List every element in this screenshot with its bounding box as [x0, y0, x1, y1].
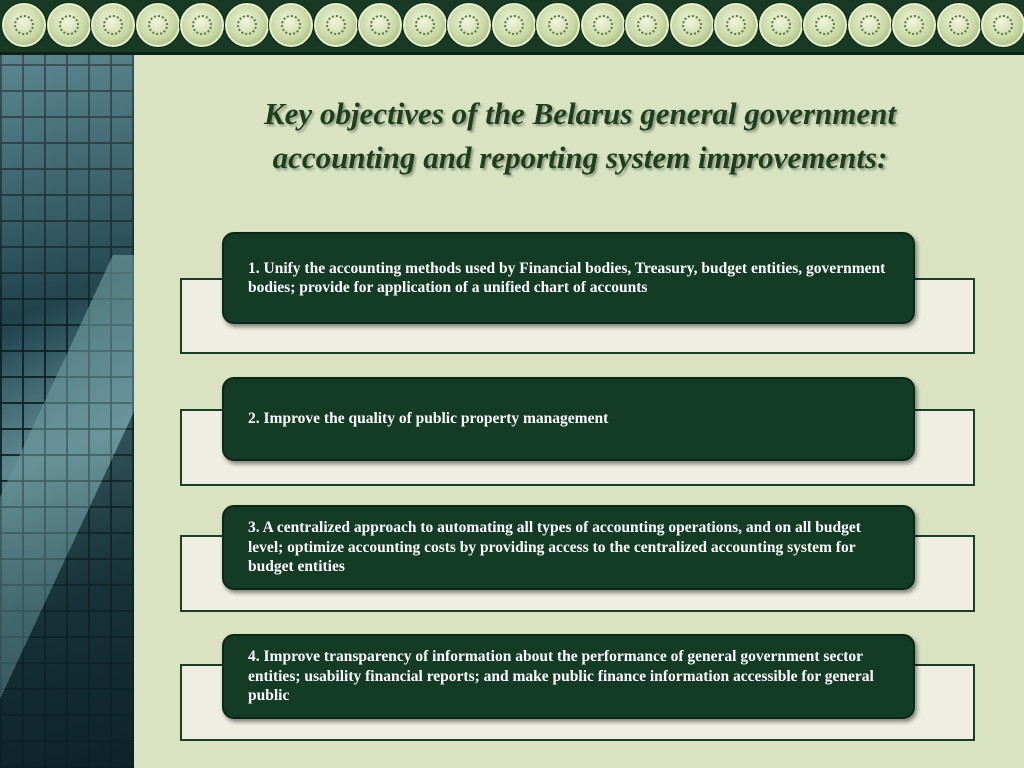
medallion-ornament [803, 3, 847, 47]
slide-title-line-2: accounting and reporting system improvements: [272, 140, 888, 175]
decorative-top-border [0, 0, 1024, 55]
medallion-ornament [759, 3, 803, 47]
medallion-ornament [136, 3, 180, 47]
medallion-row [0, 3, 1024, 49]
medallion-ornament [314, 3, 358, 47]
medallion-ornament [981, 3, 1024, 47]
objective-1-box [222, 232, 915, 324]
medallion-ornament [536, 3, 580, 47]
medallion-ornament [670, 3, 714, 47]
objective-1-text: 1. Unify the accounting methods used by Financial bodies, Treasury, budget entities, government bodies; provide for application of a unified chart of accounts [248, 259, 886, 296]
medallion-ornament [225, 3, 269, 47]
medallion-ornament [625, 3, 669, 47]
medallion-ornament [714, 3, 758, 47]
objective-3-box [222, 505, 915, 590]
medallion-ornament [848, 3, 892, 47]
medallion-ornament [447, 3, 491, 47]
medallion-ornament [581, 3, 625, 47]
slide-title-line-1: Key objectives of the Belarus general government [264, 96, 896, 131]
medallion-ornament [269, 3, 313, 47]
slide-title [150, 92, 1010, 180]
medallion-ornament [358, 3, 402, 47]
medallion-ornament [892, 3, 936, 47]
objective-2-box [222, 377, 915, 461]
objective-4-text: 4. Improve transparency of information about the performance of general government sector entities; usability financial reports; and make public finance information accessible for general public [248, 648, 874, 705]
medallion-ornament [937, 3, 981, 47]
medallion-ornament [47, 3, 91, 47]
medallion-ornament [180, 3, 224, 47]
objective-3-text: 3. A centralized approach to automating all types of accounting operations, and on all budget level; optimize accounting costs by providing access to the centralized accounting system for budget entities [248, 519, 861, 576]
medallion-ornament [403, 3, 447, 47]
medallion-ornament [492, 3, 536, 47]
building-photo [0, 55, 134, 768]
objective-4-box [222, 634, 915, 719]
objective-2-text: 2. Improve the quality of public property management [248, 410, 609, 428]
medallion-ornament [91, 3, 135, 47]
medallion-ornament [2, 3, 46, 47]
